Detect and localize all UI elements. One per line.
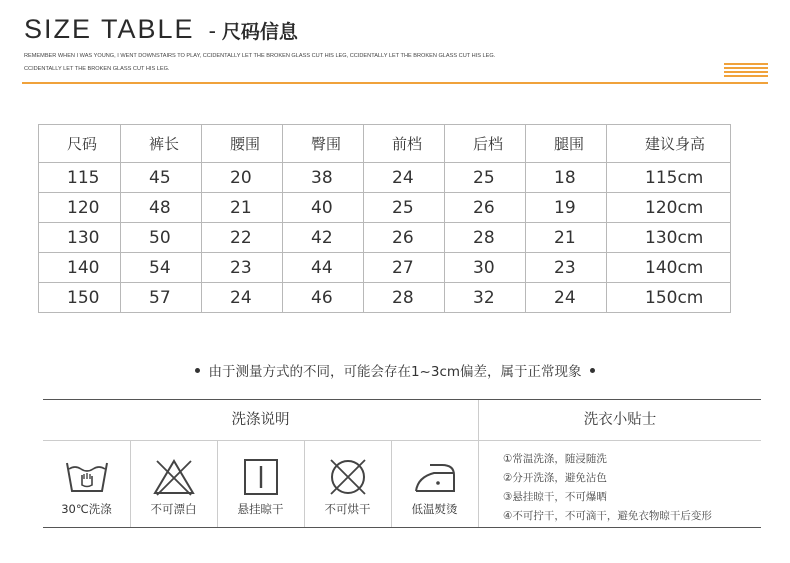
- table-cell: 150cm: [645, 287, 704, 308]
- laundry-tips-list: [503, 450, 712, 526]
- header-cell: 臀围: [311, 135, 342, 153]
- table-cell: 38: [311, 167, 333, 188]
- table-cell: 48: [149, 197, 171, 218]
- table-cell: 22: [230, 227, 252, 248]
- table-cell: 18: [554, 167, 576, 188]
- care-item-tumble: [304, 441, 391, 527]
- table-cell: 120: [67, 197, 100, 218]
- table-cell: 44: [311, 257, 333, 278]
- header-cell: 尺码: [67, 135, 98, 153]
- wash-30-icon: [64, 457, 110, 497]
- table-cell: 28: [473, 227, 495, 248]
- header-cell: 腿围: [554, 135, 585, 153]
- table-cell: 19: [554, 197, 576, 218]
- title-dash: -: [208, 18, 216, 43]
- low-iron-icon: [412, 457, 458, 497]
- table-cell: 130: [67, 227, 100, 248]
- table-row: [39, 253, 731, 283]
- care-label: 30℃洗涤: [61, 502, 112, 516]
- table-cell: 150: [67, 287, 100, 308]
- table-cell: 130cm: [645, 227, 704, 248]
- table-cell: 46: [311, 287, 333, 308]
- table-cell: 27: [392, 257, 414, 278]
- header-subtext-1: REMEMBER WHEN I WAS YOUNG, I WENT DOWNSTAIRS TO PLAY, CCIDENTALLY LET THE BROKEN GLASS CUT HIS LEG, CCIDENTALLY LET THE BROKEN GLASS CUT HIS LEG.: [24, 53, 496, 59]
- table-header-row: [39, 125, 731, 163]
- bullet-dot: [590, 368, 595, 373]
- table-cell: 115: [67, 167, 100, 188]
- header-cell: 裤长: [149, 135, 180, 153]
- header-cell: 建议身高: [645, 135, 706, 153]
- wash-instructions-heading: 洗涤说明: [231, 412, 290, 428]
- care-instructions: [43, 399, 761, 528]
- table-cell: 42: [311, 227, 333, 248]
- tip-item: ①常温洗涤，随浸随洗: [503, 453, 607, 465]
- table-cell: 40: [311, 197, 333, 218]
- care-item-hang: [217, 441, 304, 527]
- table-cell: 57: [149, 287, 171, 308]
- table-cell: 54: [149, 257, 171, 278]
- table-cell: 25: [392, 197, 414, 218]
- table-cell: 140cm: [645, 257, 704, 278]
- care-label: 不可漂白: [150, 502, 197, 516]
- table-row: [39, 223, 731, 253]
- title-cn: 尺码信息: [221, 22, 298, 43]
- table-cell: 26: [392, 227, 414, 248]
- table-cell: 30: [473, 257, 495, 278]
- table-cell: 140: [67, 257, 100, 278]
- tip-item: ④不可拧干，不可滴干，避免衣物晾干后变形: [503, 510, 712, 522]
- table-cell: 45: [149, 167, 171, 188]
- tip-item: ③悬挂晾干，不可爆晒: [503, 491, 607, 503]
- table-cell: 28: [392, 287, 414, 308]
- header-cell: 腰围: [230, 135, 261, 153]
- table-row: [39, 163, 731, 193]
- table-cell: 50: [149, 227, 171, 248]
- note-text: 由于测量方式的不同，可能会存在1~3cm偏差，属于正常现象: [208, 364, 582, 380]
- laundry-tips-heading: 洗衣小贴士: [583, 412, 657, 428]
- table-cell: 26: [473, 197, 495, 218]
- title-text: SIZE TABLE: [24, 14, 195, 44]
- bullet-dot: [195, 368, 200, 373]
- no-bleach-icon: [151, 457, 197, 497]
- care-item-wash: [43, 441, 130, 527]
- care-label: 悬挂晾干: [237, 502, 284, 516]
- size-table-title: [24, 14, 298, 45]
- care-item-iron: [391, 441, 478, 527]
- table-cell: 21: [554, 227, 576, 248]
- table-cell: 21: [230, 197, 252, 218]
- table-cell: 24: [392, 167, 414, 188]
- table-cell: 20: [230, 167, 252, 188]
- no-tumble-dry-icon: [325, 457, 371, 497]
- care-label: 不可烘干: [324, 502, 371, 516]
- table-row: [39, 283, 731, 313]
- table-cell: 25: [473, 167, 495, 188]
- header-subtext-2: CCIDENTALLY LET THE BROKEN GLASS CUT HIS LEG.: [24, 66, 170, 72]
- header-cell: 后档: [473, 135, 504, 153]
- table-cell: 115cm: [645, 167, 704, 188]
- table-row: [39, 193, 731, 223]
- hang-dry-icon: [238, 457, 284, 497]
- size-table: [38, 124, 731, 313]
- header-cell: 前档: [392, 135, 423, 153]
- table-cell: 23: [554, 257, 576, 278]
- table-cell: 24: [230, 287, 252, 308]
- care-item-bleach: [130, 441, 217, 527]
- care-label: 低温熨烫: [411, 502, 458, 516]
- care-column-divider: [478, 400, 479, 527]
- table-cell: 120cm: [645, 197, 704, 218]
- table-cell: 24: [554, 287, 576, 308]
- header-divider: [22, 82, 768, 84]
- tip-item: ②分开洗涤，避免沾色: [503, 472, 607, 484]
- table-cell: 32: [473, 287, 495, 308]
- decorative-stripes: [724, 63, 768, 79]
- measurement-note: [0, 360, 790, 380]
- table-cell: 23: [230, 257, 252, 278]
